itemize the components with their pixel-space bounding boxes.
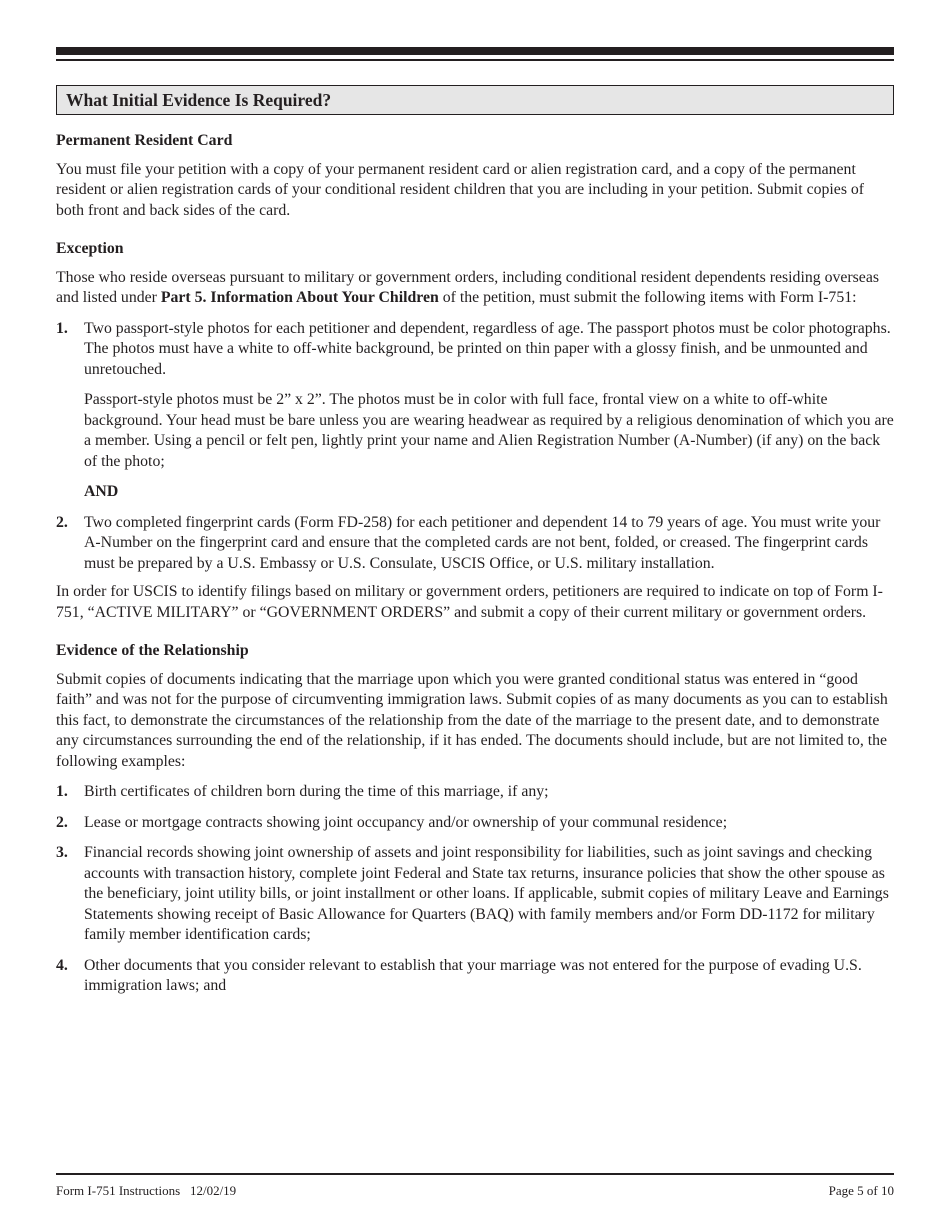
section-title: What Initial Evidence Is Required? [56, 85, 894, 115]
relationship-item [56, 813, 894, 834]
list-number: 4. [56, 956, 68, 974]
footer-form-info: Form I-751 Instructions 12/02/19 [56, 1183, 237, 1198]
header-thin-rule [56, 59, 894, 61]
page-content [56, 85, 894, 997]
relationship-item [56, 843, 894, 946]
and-label: AND [84, 483, 119, 500]
exception-item [56, 319, 894, 381]
relationship-item [56, 956, 894, 997]
list-number: 3. [56, 844, 68, 861]
footer-page-number: Page 5 of 10 [828, 1183, 894, 1198]
relationship-heading: Evidence of the Relationship [56, 642, 249, 659]
list-number: 2. [56, 813, 68, 831]
header-thick-rule [56, 47, 894, 55]
exception-intro-end: of the petition, must submit the following items with Form I-751: [438, 289, 857, 306]
list-item-text: Lease or mortgage contracts showing joint occupancy and/or ownership of your communal residence; [84, 813, 728, 831]
list-item-text: Two completed fingerprint cards (Form FD-258) for each petitioner and dependent 14 to 79 years of age. You must write your A-Number on the fingerprint card and ensure that the completed cards are not bent, folded, or creased. The fingerprint cards must be prepared by a U.S. Embassy or U.S. Consulate, USCIS Office, or U.S. military installation. [84, 513, 881, 572]
list-number: 1. [56, 783, 68, 800]
exception-closing: In order for USCIS to identify filings based on military or government orders, petitioners are required to indicate on top of Form I-751, “ACTIVE MILITARY” or “GOVERNMENT ORDERS” and submit a copy of their current military or government orders. [56, 583, 883, 621]
relationship-item [56, 782, 894, 803]
exception-intro-bold: Part 5. Information About Your Children [160, 289, 439, 306]
list-number: 1. [56, 319, 68, 337]
exception-intro [56, 268, 894, 309]
list-item-text: Other documents that you consider relevant to establish that your marriage was not entered for the purpose of evading U.S. immigration laws; and [84, 956, 862, 994]
relationship-intro: Submit copies of documents indicating that the marriage upon which you were granted conditional status was entered in “good faith” and was not for the purpose of circumventing immigration laws. Submit copies of as many documents as you can to establish this fact, to demonstrate the circumstances of the relationship from the date of the marriage to the present date, and to demonstrate any circumstances surrounding the end of the relationship, if it has ended. The documents should include, but are not limited to, the following examples: [56, 670, 888, 770]
photo-spec-text: Passport-style photos must be 2” x 2”. The photos must be in color with full face, frontal view on a white to off-white background. Your head must be bare unless you are wearing headwear as required by a religious denomination of which you are a member. Using a pencil or felt pen, lightly print your name and Alien Registration Number (A-Number) (if any) on the back of the photo; [84, 391, 894, 470]
permanent-resident-card-heading: Permanent Resident Card [56, 132, 233, 149]
exception-intro-start: Those who reside overseas pursuant to military or government orders, including conditional resident dependents residing overseas and listed under [56, 268, 879, 306]
list-number: 2. [56, 513, 68, 531]
list-item-text: Financial records showing joint ownership of assets and joint responsibility for liabilities, such as joint savings and checking accounts with transaction history, complete joint Federal and State tax returns, insurance policies that show the other spouse as the beneficiary, joint utility bills, or joint installment or other loans. If applicable, submit copies of military Leave and Earnings Statements showing receipt of Basic Allowance for Quarters (BAQ) with family members and/or Form DD-1172 for military family member identification cards; [84, 844, 889, 943]
list-item-text: Two passport-style photos for each petitioner and dependent, regardless of age. The passport photos must be color photographs. The photos must have a white to off-white background, be printed on thin paper with a glossy finish, and be unmounted and unretouched. [84, 319, 891, 378]
footer-rule [56, 1173, 894, 1175]
list-item-text: Birth certificates of children born during the time of this marriage, if any; [84, 783, 549, 800]
exception-item [56, 513, 894, 575]
permanent-resident-card-text: You must file your petition with a copy of your permanent resident card or alien registration card, and a copy of the permanent resident or alien registration cards of your conditional resident children that you are including in your petition. Submit copies of both front and back sides of the card. [56, 160, 865, 219]
exception-heading: Exception [56, 240, 124, 257]
